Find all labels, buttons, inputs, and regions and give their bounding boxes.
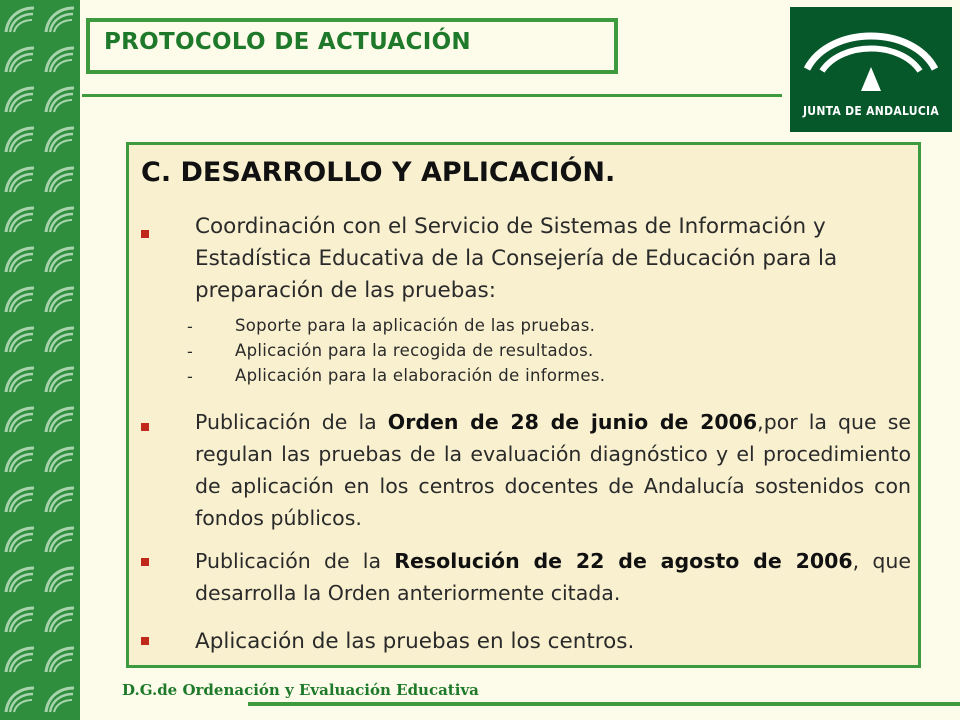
bullet-marker-icon	[141, 637, 149, 645]
bullet-3-suffix: , que desarrolla la Orden anteriormente citada.	[195, 549, 911, 605]
bullet-item-4: Aplicación de las pruebas en los centros.	[195, 629, 635, 654]
header-box	[86, 18, 618, 74]
decorative-pattern-icon	[0, 0, 80, 720]
junta-andalucia-logo	[790, 7, 952, 132]
sub-item-1: Soporte para la aplicación de las pruebas.	[235, 316, 596, 335]
sub-item-dash: -	[187, 342, 193, 361]
bullet-3-bold: Resolución de 22 de agosto de 2006	[394, 549, 853, 573]
bullet-item-2	[195, 406, 911, 534]
footer-text: D.G.de Ordenación y Evaluación Educativa	[122, 681, 479, 699]
bullet-2-prefix: Publicación de la	[195, 410, 388, 434]
logo-emblem-icon	[790, 7, 952, 102]
bullet-item-3	[195, 545, 911, 609]
bullet-2-suffix: ,por la que se regulan las pruebas de la evaluación diagnóstico y el procedimiento de aplicación en los centros docentes de Andalucía sostenidos con fondos públicos.	[195, 410, 911, 530]
section-title: C. DESARROLLO Y APLICACIÓN.	[141, 157, 616, 188]
header-title: PROTOCOLO DE ACTUACIÓN	[104, 29, 471, 55]
logo-text: JUNTA DE ANDALUCIA	[802, 104, 940, 118]
bullet-marker-icon	[141, 230, 149, 238]
sub-item-dash: -	[187, 367, 193, 386]
bullet-marker-icon	[141, 423, 149, 431]
sub-item-3: Aplicación para la elaboración de informes.	[235, 366, 606, 385]
bullet-2-bold: Orden de 28 de junio de 2006	[387, 410, 758, 434]
content-box	[126, 142, 921, 668]
bullet-3-prefix: Publicación de la	[195, 549, 395, 573]
bullet-item-1: Coordinación con el Servicio de Sistemas de Información y Estadística Educativa de la Consejería de Educación para la preparación de las pruebas:	[195, 214, 838, 303]
sub-item-2: Aplicación para la recogida de resultados.	[235, 341, 594, 360]
footer-divider	[248, 702, 960, 706]
sub-item-dash: -	[187, 317, 193, 336]
left-decorative-strip	[0, 0, 80, 720]
bullet-marker-icon	[141, 558, 149, 566]
header-divider	[82, 94, 782, 97]
